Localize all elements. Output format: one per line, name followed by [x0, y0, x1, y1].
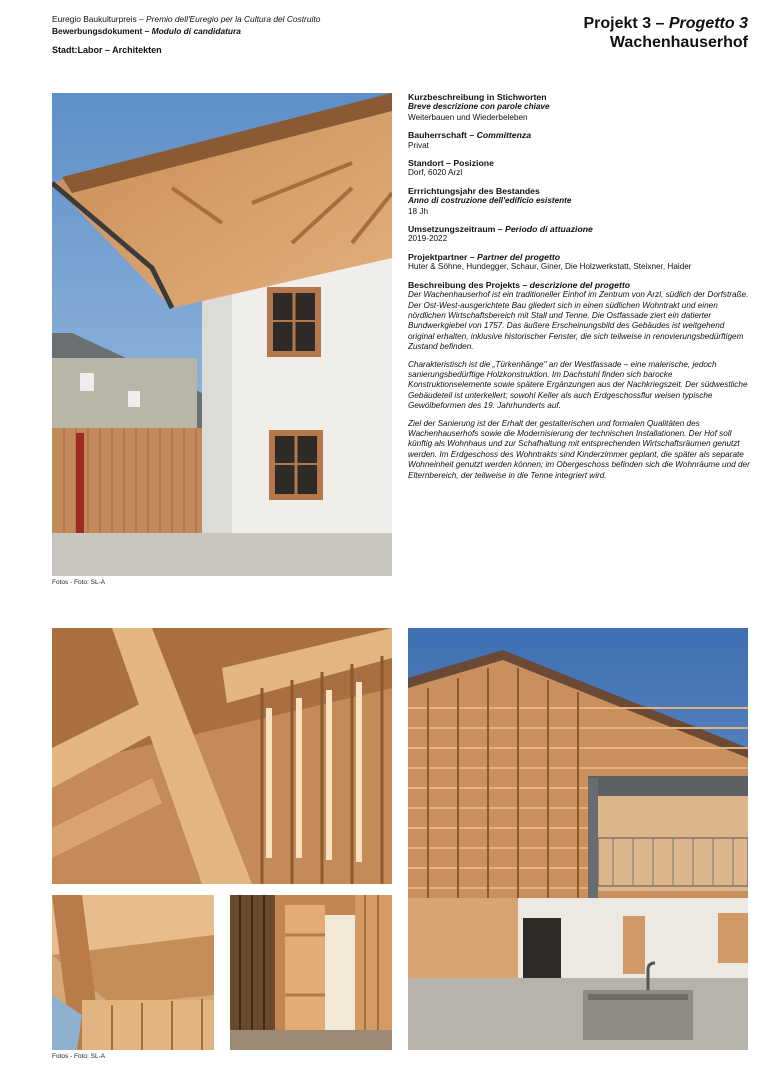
short-description-value: Weiterbauen und Wiederbeleben — [408, 112, 528, 122]
client-label-it: Committenza — [476, 130, 532, 141]
year-built-label-de: Errrichtungsjahr des Bestandes — [408, 185, 540, 196]
project-title — [584, 14, 749, 52]
project-partners — [408, 252, 750, 273]
renovated-barn-image — [408, 628, 748, 1050]
client-value: Privat — [408, 140, 429, 150]
header-block — [52, 14, 320, 57]
short-description — [408, 92, 750, 123]
location-value: Dorf, 6020 Arzl — [408, 168, 463, 178]
client-label-de: Bauherrschaft – — [408, 130, 477, 141]
implementation-period — [408, 224, 750, 245]
year-built-value: 18 Jh — [408, 206, 429, 216]
partners-label-it: Partner del progetto — [477, 251, 561, 262]
short-description-label-de: Kurzbeschreibung in Stichworten — [408, 92, 547, 102]
photo-roof-structure — [52, 628, 392, 884]
office-name: Stadt:Labor – Architekten — [52, 45, 162, 55]
header-line-1 — [52, 14, 320, 26]
roof-structure-image — [52, 628, 392, 884]
period-label-de: Umsetzungszeitraum – — [408, 224, 506, 235]
description-heading — [408, 280, 750, 290]
description-paragraph-1: Der Wachenhauserhof ist ein traditioneller Einhof im Zentrum von Arzl, südlich der Dorfstraße. Der Ost-West-ausgerichtete Bau gliedert sich in einen südlichen Wohntrakt und einen nördlichen Wirtschaftsbereich mit Stall und Tenne. Die Ostfassade ziert ein datierter Bundwerkgiebel von 1757. Das äußere Erscheinungsbild des Gebäudes ist weitgehend original erhalten, inklusive historischer Fenster, die sich teilweise in renovierungsbedürftigem Zustand befinden. — [408, 290, 749, 352]
location — [408, 158, 750, 179]
description-paragraph-3: Ziel der Sanierung ist der Erhalt der gestalterischen und formalen Qualitäten des Wachenhauserhofs sowie die Modernisierung der technischen Installationen. Der Hof soll künftig als Wohnhaus und zur Schafhaltung mit entsprechenden Wirtschaftsräumen genutzt werden. Im Erdgeschoss des Wohntrakts sind Kinderzimmer geplant, die später als separate Wohneinheit genutzt werden können; im Obergeschoss befinden sich die Wohnräume und der Elternbereich, der teilweise in die Tenne integriert wird. — [408, 418, 750, 480]
description-label-it: descrizione del progetto — [529, 279, 631, 290]
photo-caption-bottom: Fotos - Foto: SL-A — [52, 1053, 106, 1060]
barn-door-image — [230, 895, 392, 1050]
document-type-de: Bewerbungsdokument — [52, 25, 143, 36]
year-built — [408, 186, 750, 217]
client — [408, 130, 750, 151]
photo-house-gable — [52, 93, 392, 576]
project-number-it: Progetto 3 — [668, 15, 748, 32]
separator: – — [136, 14, 147, 24]
photo-timber-detail — [52, 895, 214, 1050]
location-label: Standort – Posizione — [408, 158, 494, 169]
timber-detail-image — [52, 895, 214, 1050]
header-line-2 — [52, 26, 320, 38]
project-info — [408, 92, 750, 488]
award-name-de: Euregio Baukulturpreis — [52, 14, 137, 24]
description-paragraph-2: Charakteristisch ist die „Türkenhänge" an der Westfassade – eine malerische, jedoch sanierungsbedürftige Holzkonstruktion. Im Dachstuhl finden sich barocke Konstruktionselemente sowie spätere Ergänzungen aus der Nachkriegszeit. Der südwestliche Gebäudeteil ist unterkellert; sowohl Keller als auch Erdgeschossflur weisen typische Gewölbeformen des 19. Jahrhunderts auf. — [408, 359, 748, 411]
project-name: Wachenhauserhof — [609, 34, 748, 51]
photo-caption-top: Fotos - Foto: SL-A — [52, 579, 106, 586]
period-label-it: Periodo di attuazione — [505, 224, 593, 235]
short-description-label-it: Breve descrizione con parole chiave — [408, 102, 550, 112]
partners-label-de: Projektpartner – — [408, 251, 478, 262]
project-number-de: Projekt 3 – — [583, 15, 669, 32]
description-label-de: Beschreibung des Projekts – — [408, 279, 530, 290]
period-value: 2019-2022 — [408, 234, 448, 244]
award-name-it: Premio dell'Euregio per la Cultura del Costruito — [146, 14, 321, 24]
photo-renovated-barn — [408, 628, 748, 1050]
year-built-label-it: Anno di costruzione dell'edificio esistente — [408, 196, 572, 206]
photo-barn-door — [230, 895, 392, 1050]
house-gable-image — [52, 93, 392, 576]
separator: – — [142, 25, 152, 36]
partners-value: Huter & Söhne, Hundegger, Schaur, Giner, Die Holzwerkstatt, Steixner, Haider — [408, 262, 692, 272]
document-type-it: Modulo di candidatura — [151, 25, 241, 36]
